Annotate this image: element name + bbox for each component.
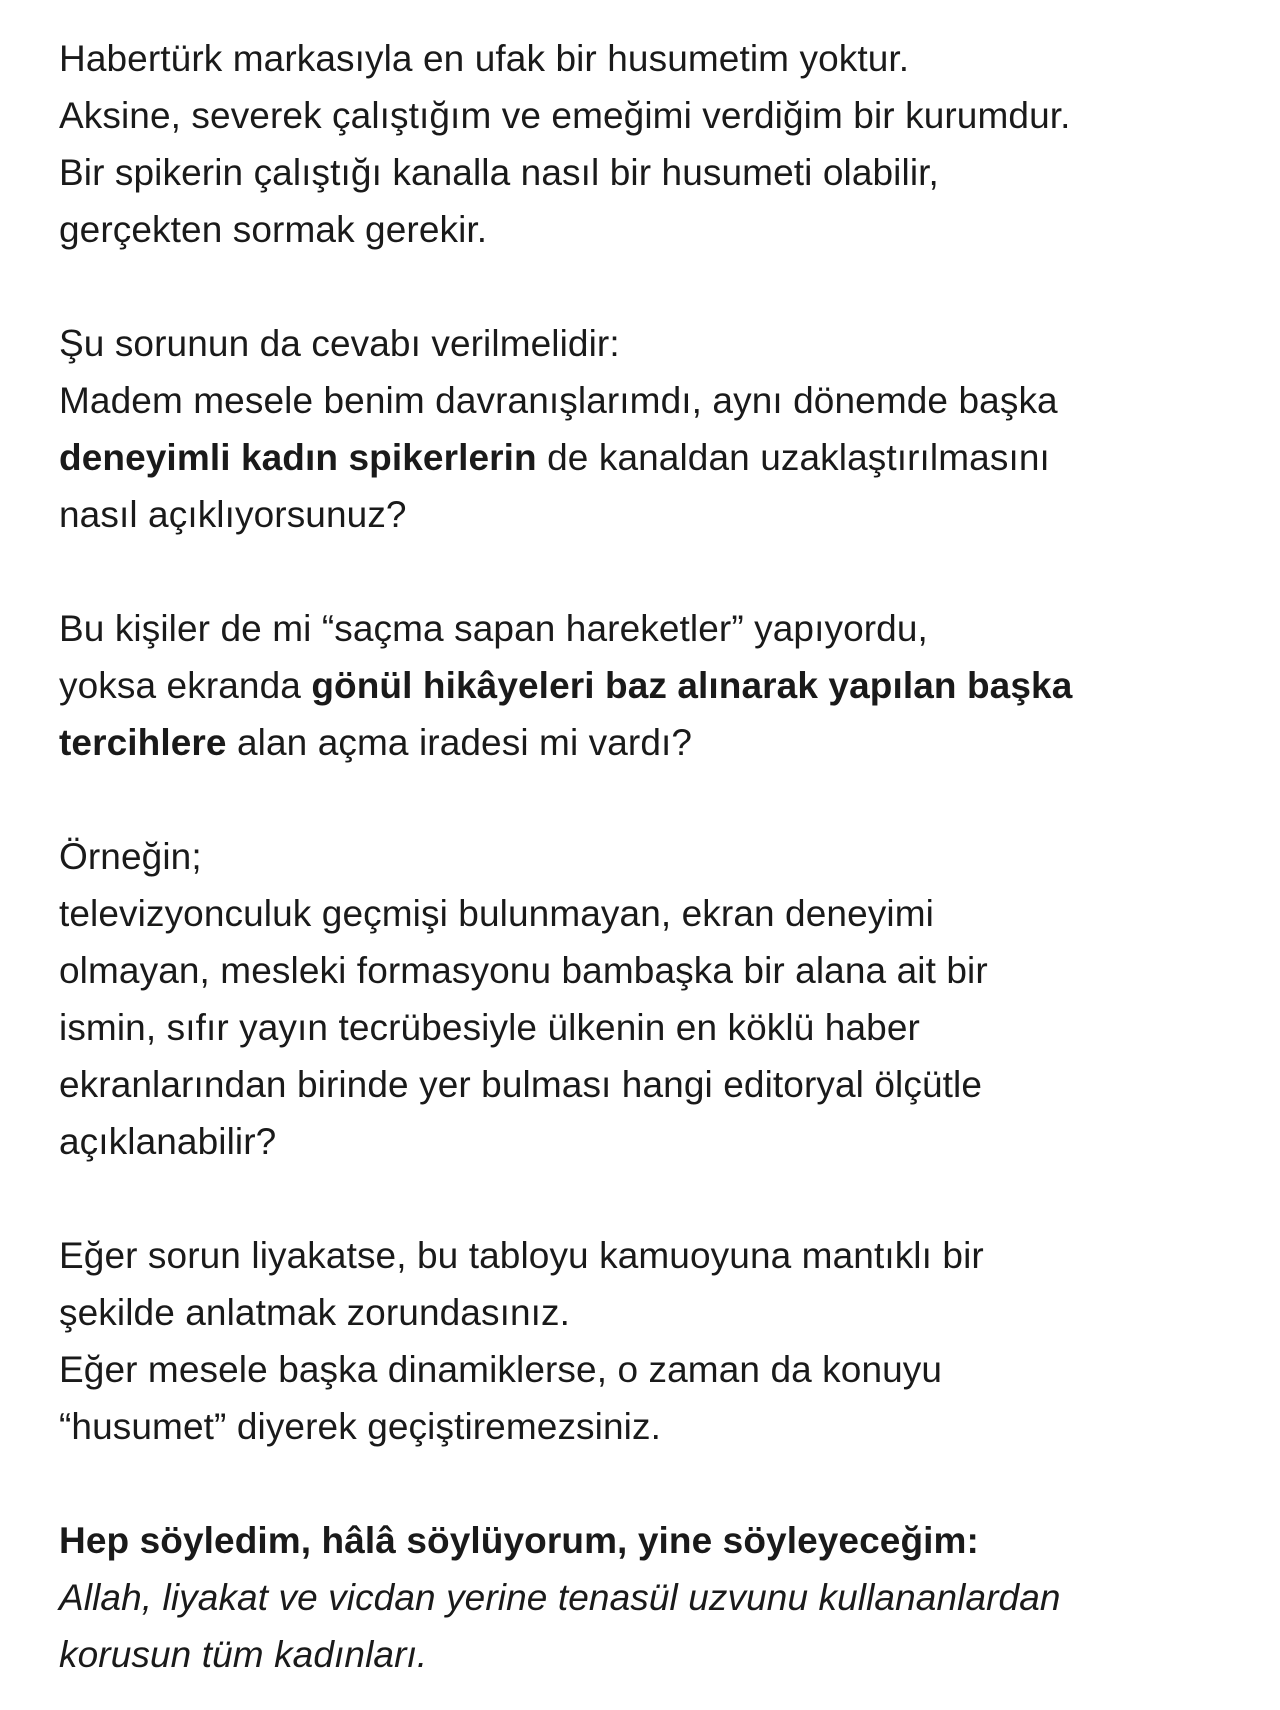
text-line: Eğer sorun liyakatse, bu tabloyu kamuoyuna mantıklı bir — [59, 1235, 984, 1276]
bold-line: Hep söyledim, hâlâ söylüyorum, yine söyleyeceğim: — [59, 1520, 979, 1561]
text-line: Eğer mesele başka dinamiklerse, o zaman da konuyu — [59, 1349, 943, 1390]
text-line: Örneğin; — [59, 836, 202, 877]
paragraph-6 — [59, 1512, 1259, 1683]
paragraph-5 — [59, 1227, 1259, 1455]
text-fragment: alan açma iradesi mi vardı? — [226, 722, 693, 763]
text-line: Bu kişiler de mi “saçma sapan hareketler” yapıyordu, — [59, 608, 928, 649]
bold-phrase: gönül hikâyeleri baz alınarak yapılan başka — [311, 665, 1073, 706]
text-line: açıklanabilir? — [59, 1121, 277, 1162]
text-line: Bir spikerin çalıştığı kanalla nasıl bir husumeti olabilir, — [59, 152, 939, 193]
paragraph-1 — [59, 30, 1259, 258]
paragraph-4 — [59, 828, 1259, 1170]
text-line: Habertürk markasıyla en ufak bir husumetim yoktur. — [59, 38, 910, 79]
text-line: şekilde anlatmak zorundasınız. — [59, 1292, 570, 1333]
bold-phrase: tercihlere — [59, 722, 227, 763]
bold-phrase: deneyimli kadın spikerlerin — [59, 437, 537, 478]
paragraph-3 — [59, 600, 1259, 771]
text-line: gerçekten sormak gerekir. — [59, 209, 488, 250]
paragraph-2 — [59, 315, 1259, 543]
italic-line: Allah, liyakat ve vicdan yerine tenasül uzvunu kullananlardan — [59, 1577, 1061, 1618]
text-line: ismin, sıfır yayın tecrübesiyle ülkenin en köklü haber — [59, 1007, 920, 1048]
text-fragment: yoksa ekranda — [59, 665, 312, 706]
text-line — [59, 657, 1259, 714]
text-line: Aksine, severek çalıştığım ve emeğimi verdiğim bir kurumdur. — [59, 95, 1071, 136]
text-fragment: de kanaldan uzaklaştırılmasını — [536, 437, 1050, 478]
text-line: “husumet” diyerek geçiştiremezsiniz. — [59, 1406, 661, 1447]
text-line — [59, 429, 1259, 486]
text-line: Madem mesele benim davranışlarımdı, aynı dönemde başka — [59, 380, 1058, 421]
text-line: nasıl açıklıyorsunuz? — [59, 494, 407, 535]
italic-line: korusun tüm kadınları. — [59, 1634, 428, 1675]
text-line: Şu sorunun da cevabı verilmelidir: — [59, 323, 620, 364]
statement-document — [59, 30, 1259, 1683]
text-line: olmayan, mesleki formasyonu bambaşka bir alana ait bir — [59, 950, 988, 991]
text-line: ekranlarından birinde yer bulması hangi editoryal ölçütle — [59, 1064, 983, 1105]
text-line — [59, 714, 1259, 771]
text-line: televizyonculuk geçmişi bulunmayan, ekran deneyimi — [59, 893, 934, 934]
